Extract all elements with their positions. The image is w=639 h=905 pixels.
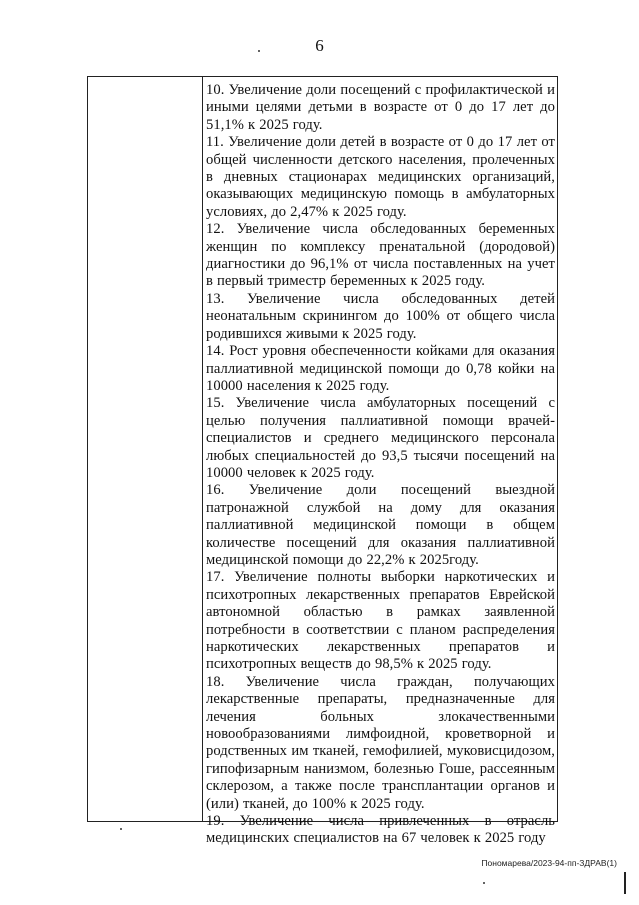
list-item: 13. Увеличение числа обследованных детей неонатальным скринингом до 100% от общего числа родившихся живыми к 2025 году. bbox=[206, 290, 555, 342]
scan-speck bbox=[120, 828, 122, 830]
list-item: 10. Увеличение доли посещений с профилактической и иными целями детьми в возрасте от 0 до 17 лет до 51,1% к 2025 году. bbox=[206, 82, 555, 133]
footer-document-code: Пономарева/2023-94-пп-ЗДРАВ(1) bbox=[481, 858, 617, 868]
scan-edge-mark bbox=[624, 872, 626, 894]
list-item: 19. Увеличение числа привлеченных в отрасль медицинских специалистов на 67 человек к 2025 году bbox=[206, 813, 555, 847]
scan-speck bbox=[258, 50, 260, 52]
list-item: 12. Увеличение числа обследованных беременных женщин по комплексу пренатальной (дородовой) диагностики до 96,1% от числа поставленных на учет в первый триместр беременных к 2025 году. bbox=[206, 221, 555, 290]
list-item: 16. Увеличение доли посещений выездной патронажной службой на дому для оказания паллиативной медицинской помощи в общем количестве посещений для оказания паллиативной медицинской помощи до 22,2% к 2025году. bbox=[206, 482, 555, 568]
list-item: 11. Увеличение доли детей в возрасте от 0 до 17 лет от общей численности детского населения, пролеченных в дневных стационарах медицинских организаций, оказывающих медицинскую помощь в амбулаторных условиях, до 2,47% к 2025 году. bbox=[206, 134, 555, 220]
document-table bbox=[87, 76, 558, 847]
list-item: 14. Рост уровня обеспеченности койками для оказания паллиативной медицинской помощи до 0,78 койки на 10000 населения к 2025 году. bbox=[206, 343, 555, 394]
scan-speck bbox=[483, 882, 485, 884]
table-right-column bbox=[203, 77, 557, 848]
list-item: 15. Увеличение числа амбулаторных посещений с целью получения паллиативной помощи врачей-специалистов и среднего медицинского персонала любых специальностей до 93,5 тысячи посещений на 10000 человек к 2025 году. bbox=[206, 395, 555, 481]
table-left-column bbox=[88, 77, 203, 821]
list-item: 17. Увеличение полноты выборки наркотических и психотропных лекарственных препаратов Еврейской автономной областью в рамках заявленной потребности в соответствии с планом распределения наркотических лекарственных препаратов и психотропных веществ до 98,5% к 2025 году. bbox=[206, 569, 555, 673]
page-number: 6 bbox=[315, 36, 324, 55]
list-item: 18. Увеличение числа граждан, получающих лекарственные препараты, предназначенные для лечения больных злокачественными новообразованиями лимфоидной, кроветворной и родственных им тканей, гемофилией, муковисцидозом, гипофизарным нанизмом, болезнью Гоше, рассеянным склерозом, а также после трансплантации органов и (или) тканей, до 100% к 2025 году. bbox=[206, 673, 555, 812]
